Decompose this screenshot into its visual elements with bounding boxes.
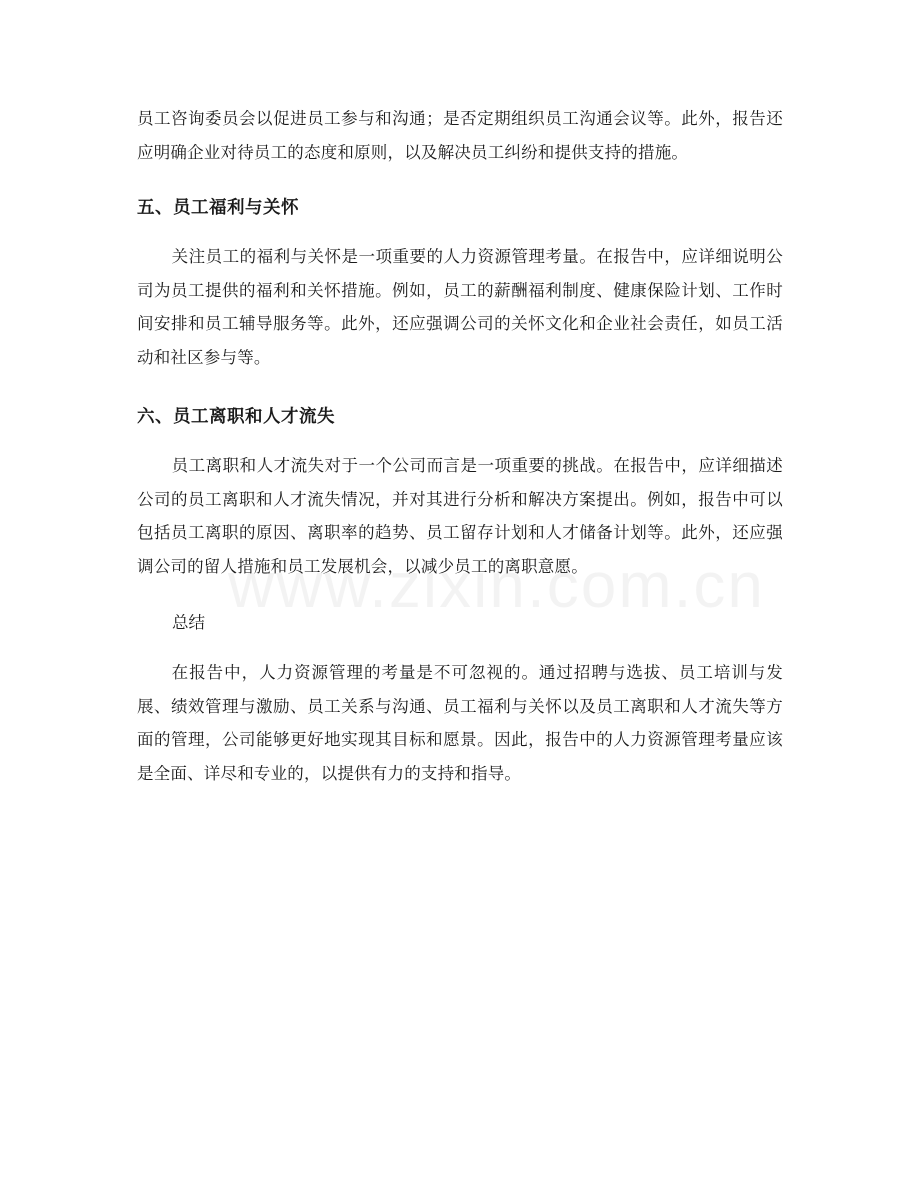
section-heading-benefits: 五、员工福利与关怀 (137, 198, 299, 218)
benefits-paragraph: 关注员工的福利与关怀是一项重要的人力资源管理考量。在报告中，应详细说明公司为员工提供的福利和关怀措施。例如，员工的薪酬福利制度、健康保险计划、工作时间安排和员工辅导服务等。此外，还应强调公司的关怀文化和企业社会责任，如员工活动和社区参与等。 (137, 247, 783, 367)
continuation-paragraph: 员工咨询委员会以促进员工参与和沟通；是否定期组织员工沟通会议等。此外，报告还应明确企业对待员工的态度和原则，以及解决员工纠纷和提供支持的措施。 (137, 109, 783, 162)
turnover-paragraph: 员工离职和人才流失对于一个公司而言是一项重要的挑战。在报告中，应详细描述公司的员工离职和人才流失情况，并对其进行分析和解决方案提出。例如，报告中可以包括员工离职的原因、离职率的趋势、员工留存计划和人才储备计划等。此外，还应强调公司的留人措施和员工发展机会，以减少员工的离职意愿。 (137, 456, 783, 576)
summary-label: 总结 (172, 613, 205, 632)
section-heading-turnover: 六、员工离职和人才流失 (137, 407, 335, 427)
summary-paragraph: 在报告中，人力资源管理的考量是不可忽视的。通过招聘与选拔、员工培训与发展、绩效管理与激励、员工关系与沟通、员工福利与关怀以及员工离职和人才流失等方面的管理，公司能够更好地实现其目标和愿景。因此，报告中的人力资源管理考量应该是全面、详尽和专业的，以提供有力的支持和指导。 (137, 663, 783, 783)
